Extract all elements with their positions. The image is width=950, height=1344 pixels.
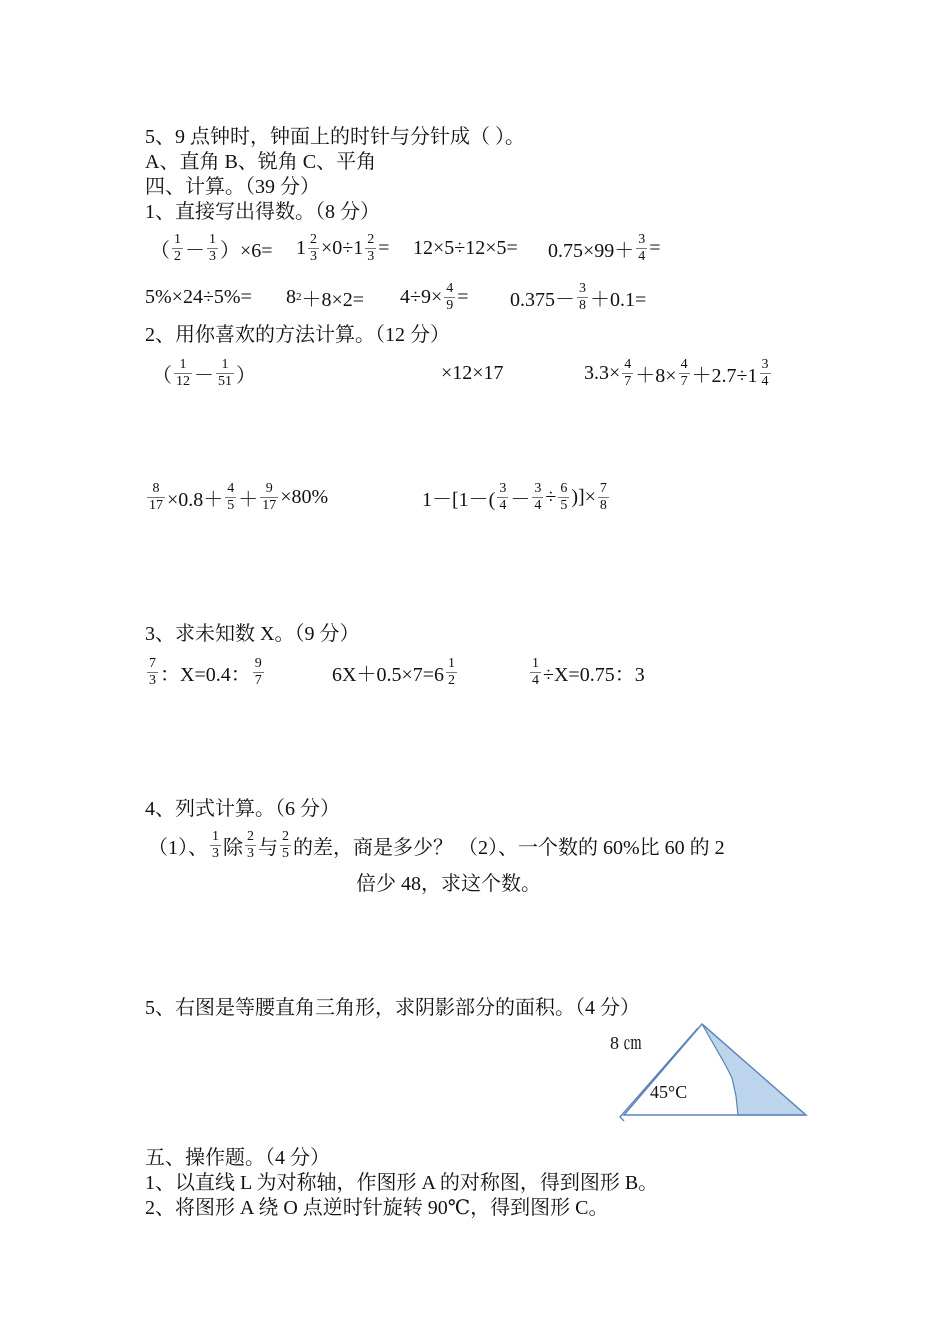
expr-text: 除	[223, 836, 243, 859]
part2-title: 2、用你喜欢的方法计算。（12 分）	[145, 324, 450, 346]
section5-item1: 1、以直线 L 为对称轴，作图形 A 的对称图，得到图形 B。	[145, 1172, 659, 1194]
triangle-figure	[598, 1018, 813, 1134]
expr-text: 6X＋0.5×7=6	[332, 663, 445, 686]
fraction: $\frac{2}{5}$	[282, 828, 289, 861]
part4-title: 4、列式计算。（6 分）	[145, 798, 340, 820]
equals: =	[649, 236, 661, 259]
expr-text: ×12×17	[441, 361, 504, 384]
part1-expr5	[145, 277, 252, 317]
expr-text: ＋	[238, 488, 259, 511]
fraction: $\frac{2}{3}$	[247, 828, 254, 861]
angle-label: 45°C	[650, 1082, 688, 1102]
part4-line2: 倍少 48，求这个数。	[356, 873, 541, 895]
fraction: $\frac{4}{9}$	[446, 280, 454, 313]
expr-text: 的差，商是多少？ （2）、一个数的 60%比 60 的 2	[293, 836, 725, 859]
expr-text: 5%×24÷5%=	[145, 285, 252, 308]
minus-sign: －	[194, 364, 214, 387]
part1-expr6	[286, 277, 364, 317]
part1-expr4	[548, 228, 661, 268]
paren-close: ）	[236, 364, 256, 387]
part5-title: 5、右图是等腰直角三角形，求阴影部分的面积。（4 分）	[145, 997, 640, 1019]
minus-sign: －	[185, 239, 205, 262]
expr-text: 3.3×	[584, 361, 621, 384]
expr-text: ＋0.1=	[590, 288, 647, 311]
fraction: $\frac{1}{51}$	[218, 356, 232, 389]
q5-choice-question: 5、9 点钟时，钟面上的时针与分针成（ ）。	[145, 126, 525, 148]
fraction: $\frac{1}{3}$	[209, 231, 216, 264]
fraction: $\frac{4}{7}$	[680, 356, 688, 389]
part3-eq3	[528, 652, 645, 692]
expr-text: 0.75×99＋	[548, 239, 635, 262]
expr-text: ×80%	[280, 485, 329, 508]
base: 8	[286, 285, 296, 308]
part1-expr3	[413, 228, 518, 268]
fraction: $\frac{3}{4}$	[638, 231, 646, 264]
section4-title: 四、计算。（39 分）	[145, 176, 320, 198]
expr-text: ＋2.7÷1	[691, 364, 758, 387]
part4-line1	[148, 825, 725, 865]
part3-title: 3、求未知数 X。（9 分）	[145, 623, 360, 645]
expr-text: ：X=0.4：	[160, 663, 251, 686]
expr-text: ＋8×	[635, 364, 677, 387]
fraction: $\frac{9}{7}$	[254, 655, 262, 688]
section5-item2: 2、将图形 A 绕 O 点逆时针旋转 90℃，得到图形 C。	[145, 1197, 609, 1219]
paren-close: ）×6=	[220, 239, 273, 262]
part1-title: 1、直接写出得数。（8 分）	[145, 201, 380, 223]
part1-expr7	[400, 277, 469, 317]
fraction: $\frac{1}{3}$	[212, 828, 219, 861]
part3-eq2	[332, 652, 459, 692]
part1-expr1	[150, 228, 273, 268]
operator-text: ×0÷1	[321, 236, 364, 259]
fraction: $\frac{7}{3}$	[149, 655, 156, 688]
fraction: $\frac{3}{4}$	[761, 356, 769, 389]
part2-expr3	[145, 477, 328, 517]
fraction: $\frac{6}{5}$	[560, 480, 568, 513]
fraction: $\frac{1}{4}$	[532, 655, 539, 688]
fraction: $\frac{8}{17}$	[149, 480, 163, 513]
part2-expr2	[584, 353, 773, 393]
fraction: $\frac{7}{8}$	[599, 480, 607, 513]
fraction: $\frac{4}{7}$	[624, 356, 632, 389]
part2-expr1	[152, 353, 256, 393]
expr-text: 4÷9×	[400, 285, 443, 308]
length-label: 8 ㎝	[610, 1033, 642, 1053]
expr-text: （1）、	[148, 836, 208, 859]
expr-text: )]×	[571, 485, 596, 508]
fraction: $\frac{3}{8}$	[579, 280, 586, 313]
q5-choice-options: A、直角 B、锐角 C、平角	[145, 151, 377, 173]
part2-expr1-tail	[441, 353, 504, 393]
fraction: $\frac{1}{2}$	[448, 655, 456, 688]
whole-number: 1	[296, 236, 306, 259]
equals: =	[457, 285, 469, 308]
part1-expr2	[296, 228, 390, 268]
expr-text: 0.375－	[510, 288, 575, 311]
expr-text: 12×5÷12×5=	[413, 236, 518, 259]
fraction: $\frac{1}{2}$	[174, 231, 181, 264]
expr-text: 与	[258, 836, 278, 859]
fraction: $\frac{4}{5}$	[227, 480, 235, 513]
exponent: 2	[296, 291, 302, 303]
fraction: $\frac{2}{3}$	[367, 231, 375, 264]
fraction: $\frac{1}{12}$	[176, 356, 190, 389]
fraction: $\frac{2}{3}$	[310, 231, 317, 264]
expr-text: －	[510, 488, 531, 511]
fraction: $\frac{9}{17}$	[262, 480, 277, 513]
fraction: $\frac{3}{4}$	[534, 480, 542, 513]
section5-title: 五、操作题。（4 分）	[145, 1147, 330, 1169]
fraction: $\frac{3}{4}$	[499, 480, 507, 513]
expr-text: ＋8×2=	[301, 288, 365, 311]
part1-expr8	[510, 277, 646, 317]
expr-text: 1－[1－(	[422, 488, 496, 511]
expr-text: ÷X=0.75：3	[543, 663, 645, 686]
part2-expr4	[422, 477, 611, 517]
paren-open: （	[150, 239, 170, 262]
equals: =	[378, 236, 390, 259]
part3-eq1	[145, 652, 266, 692]
paren-open: （	[152, 364, 172, 387]
expr-text: ÷	[545, 485, 557, 508]
expr-text: ×0.8＋	[167, 488, 224, 511]
